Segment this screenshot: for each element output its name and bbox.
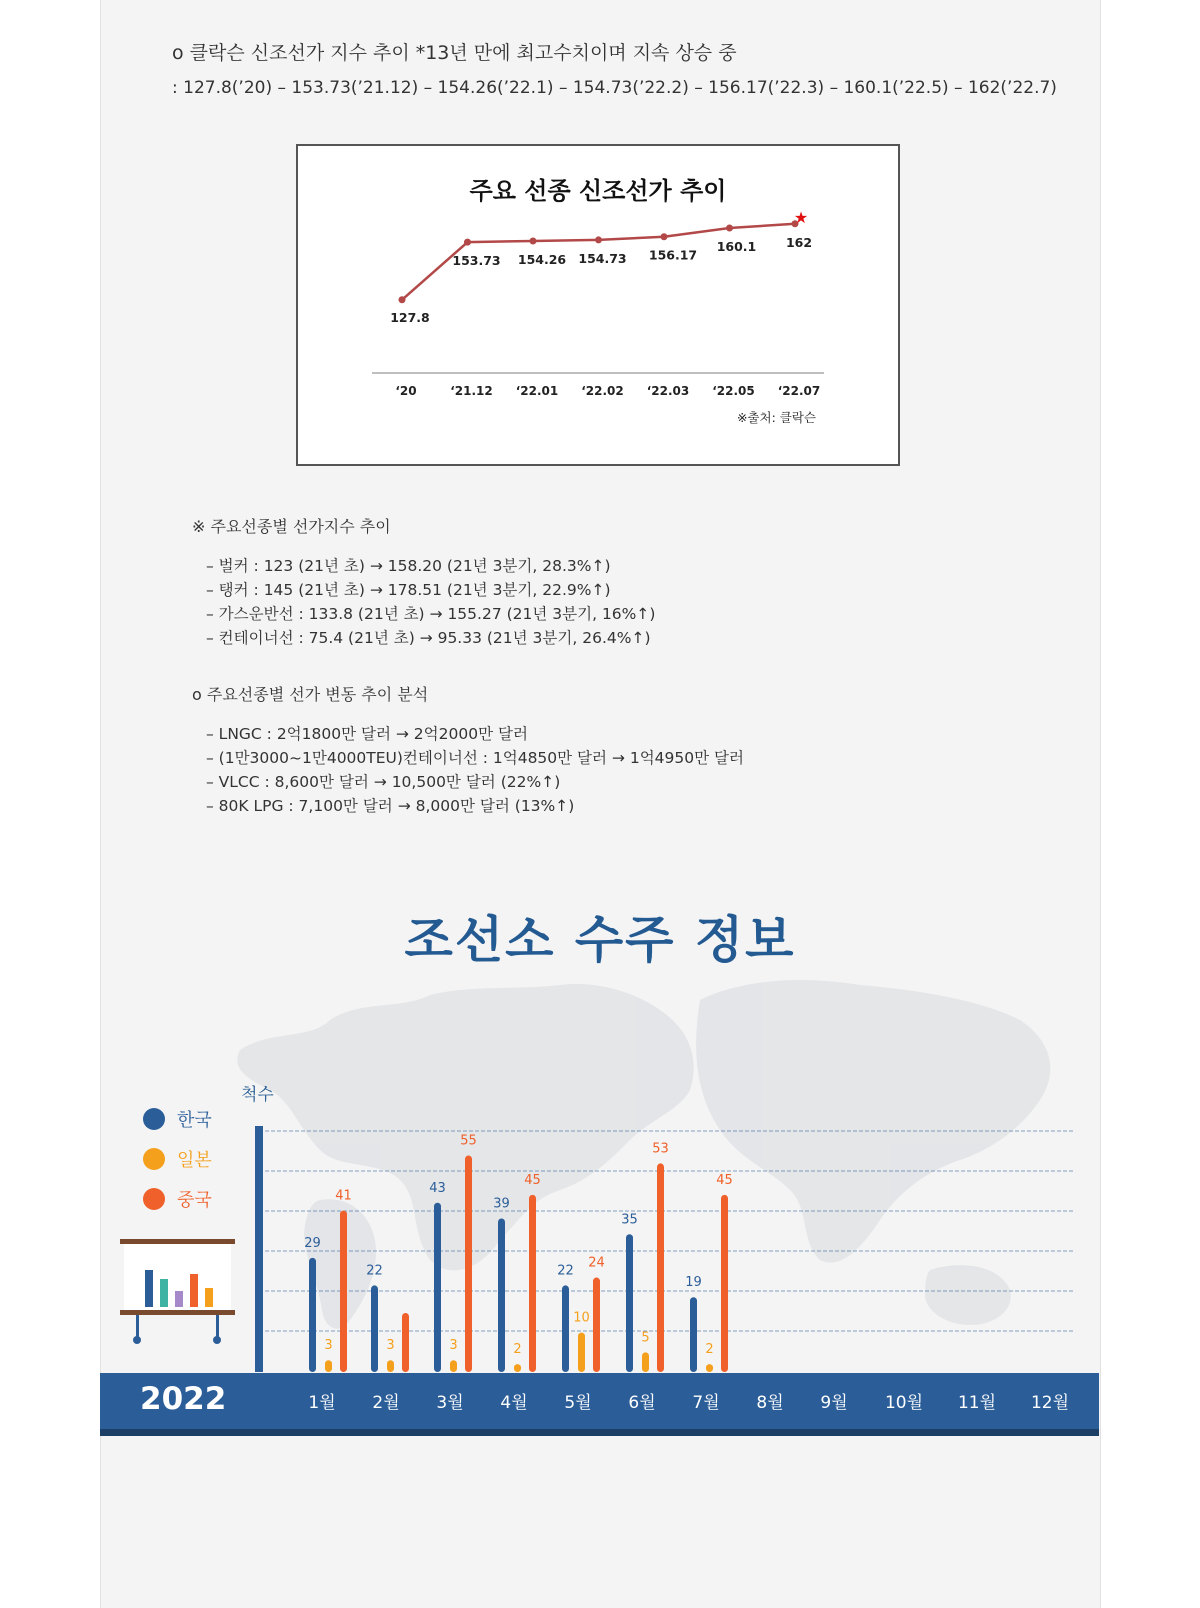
bar-일본 [514,1364,521,1372]
bar-일본 [387,1360,394,1372]
chart-source: ※출처: 클락슨 [736,410,816,425]
month-label: 10월 [884,1393,924,1413]
bar-일본 [642,1352,649,1372]
presentation-board-icon [120,1239,235,1344]
bar-value-label: 29 [304,1235,321,1251]
y-axis-bar [255,1126,263,1372]
price-item-vlcc: – VLCC : 8,600만 달러 → 10,500만 달러 (22%↑) [206,773,561,791]
index-item-container: – 컨테이너선 : 75.4 (21년 초) → 95.33 (21년 3분기, 26.4%↑) [206,629,651,647]
month-label: 8월 [756,1393,784,1413]
price-value-label: 154.73 [578,250,627,266]
index-item-bulker: – 벌커 : 123 (21년 초) → 158.20 (21년 3분기, 28.3%↑) [206,557,611,575]
legend-japan [143,1146,212,1172]
period-tick-label: ‘22.03 [646,384,690,398]
bar-중국 [465,1156,472,1372]
clarksons-index-heading: o 클락슨 신조선가 지수 추이 *13년 만에 최고수치이며 지속 상승 중 [172,42,737,64]
bar-value-label: 22 [557,1263,574,1279]
world-map-background [237,980,1050,1329]
bar-중국 [593,1278,600,1372]
period-tick-label: ‘22.07 [777,384,821,398]
bar-value-label: 3 [386,1338,395,1354]
bar-한국 [562,1285,569,1372]
bar-한국 [498,1219,505,1372]
price-value-label: 127.8 [390,309,430,325]
bar-중국 [721,1195,728,1372]
legend-china [143,1186,212,1212]
month-label: 1월 [308,1393,336,1413]
month-label: 9월 [820,1393,848,1413]
bar-value-label: 22 [366,1263,383,1279]
legend-korea-dot [143,1108,165,1130]
bar-일본 [706,1364,713,1372]
bar-일본 [578,1333,585,1372]
bar-일본 [450,1360,457,1372]
price-section-title: o 주요선종별 선가 변동 추이 분석 [192,685,429,704]
bar-value-label: 10 [573,1310,590,1326]
month-label: 11월 [957,1393,997,1413]
bar-value-label: 39 [493,1196,510,1212]
bar-중국 [657,1163,664,1372]
bar-value-label: 55 [460,1133,477,1149]
legend-korea [143,1106,212,1132]
bar-한국 [626,1234,633,1372]
month-axis-bar [100,1373,1099,1436]
legend-china-label: 중국 [177,1190,212,1211]
bar-value-label: 24 [588,1255,605,1271]
period-tick-label: ‘20 [395,384,417,398]
period-tick-label: ‘22.01 [515,384,559,398]
bar-중국 [340,1211,347,1372]
clarksons-index-values: : 127.8(’20) – 153.73(’21.12) – 154.26(’22.1) – 154.73(’22.2) – 156.17(’22.3) – 160.1(’22.5) – 162(’22.7) [172,78,1057,98]
peak-star-icon: ★ [793,207,809,227]
bar-value-label: 35 [621,1212,638,1228]
bar-한국 [434,1203,441,1372]
line-chart-title: 주요 선종 신조선가 추이 [469,177,727,205]
index-section-title: ※ 주요선종별 선가지수 추이 [192,517,391,536]
bar-중국 [529,1195,536,1372]
bar-일본 [325,1360,332,1372]
month-label: 7월 [692,1393,720,1413]
period-tick-label: ‘22.02 [581,384,624,398]
bar-value-label: 3 [449,1338,458,1354]
bar-value-label: 53 [652,1141,669,1157]
bar-한국 [690,1297,697,1372]
index-item-tanker: – 탱커 : 145 (21년 초) → 178.51 (21년 3분기, 22.9%↑) [206,581,611,599]
month-label: 12월 [1030,1393,1070,1413]
legend-japan-label: 일본 [177,1150,212,1171]
month-label: 2월 [372,1393,400,1413]
bar-value-label: 2 [705,1342,714,1358]
price-value-label: 154.26 [517,251,567,267]
price-value-label: 156.17 [648,247,698,263]
year-label: 2022 [140,1381,227,1417]
legend-korea-label: 한국 [177,1110,212,1131]
bar-중국 [402,1313,409,1372]
month-label: 4월 [500,1393,528,1413]
bar-value-label: 5 [641,1330,650,1346]
legend-china-dot [143,1188,165,1210]
bar-한국 [309,1258,316,1372]
bar-value-label: 41 [335,1188,352,1204]
month-label: 6월 [628,1393,656,1413]
index-item-gas-carrier: – 가스운반선 : 133.8 (21년 초) → 155.27 (21년 3분기, 16%↑) [206,605,656,623]
y-axis-unit: 척수 [241,1085,274,1105]
bar-value-label: 43 [429,1180,446,1196]
bar-value-label: 45 [524,1172,541,1188]
price-value-label: 160.1 [716,239,757,254]
bar-value-label: 45 [716,1172,733,1188]
month-label: 3월 [436,1393,464,1413]
bar-value-label: 19 [685,1275,702,1291]
price-value-label: 153.73 [452,253,501,269]
bar-value-label: 3 [324,1338,333,1354]
legend-japan-dot [143,1148,165,1170]
bar-value-label: 2 [513,1342,522,1358]
month-labels [100,1373,1099,1429]
price-item-container: – (1만3000~1만4000TEU)컨테이너선 : 1억4850만 달러 → 1억4950만 달러 [206,749,744,767]
period-tick-label: ‘21.12 [450,384,493,398]
orders-title: 조선소 수주 정보 [404,911,796,969]
month-label: 5월 [564,1393,592,1413]
price-item-lngc: – LNGC : 2억1800만 달러 → 2억2000만 달러 [206,725,528,743]
price-item-lpg: – 80K LPG : 7,100만 달러 → 8,000만 달러 (13%↑) [206,797,575,815]
price-value-label: 162 [785,234,813,250]
bar-한국 [371,1285,378,1372]
period-tick-label: ‘22.05 [712,384,755,398]
